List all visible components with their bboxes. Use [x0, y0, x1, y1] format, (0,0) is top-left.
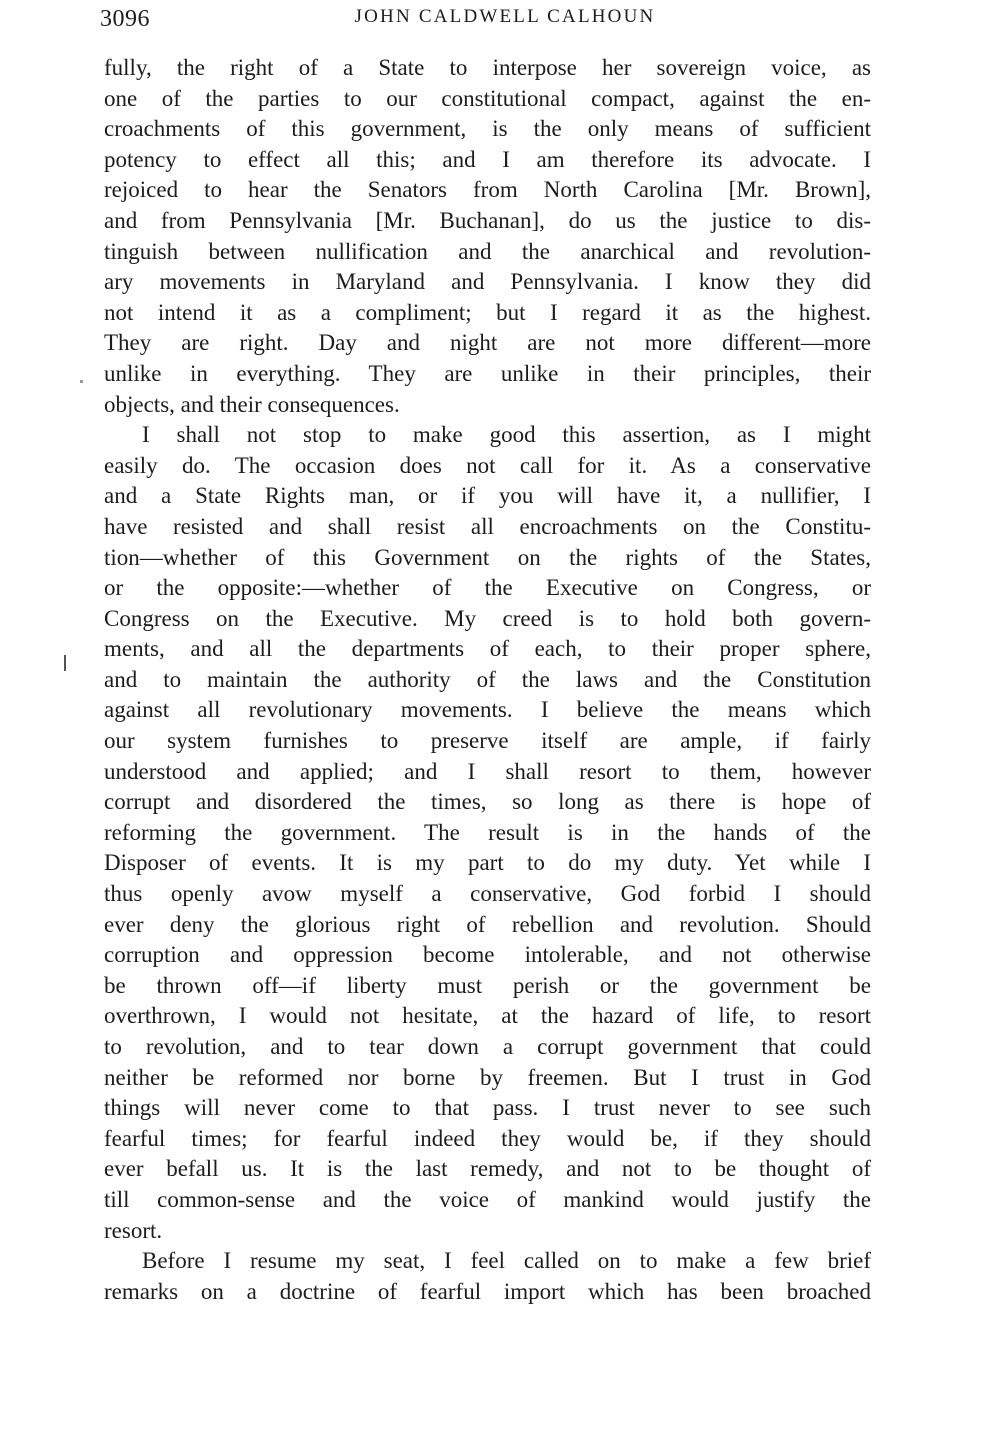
text-line: our system furnishes to preserve itself are ample, if fairly	[104, 728, 871, 754]
text-line: ments, and all the departments of each, to their proper sphere,	[104, 636, 871, 662]
text-line: to revolution, and to tear down a corrupt government that could	[104, 1034, 871, 1059]
text-line: and to maintain the authority of the laws and the Constitution	[104, 666, 871, 692]
text-line: Disposer of events. It is my part to do my duty. Yet while I	[104, 850, 871, 876]
text-line: understood and applied; and I shall resort to them, however	[104, 758, 871, 784]
text-line: be thrown off—if liberty must perish or the government be	[104, 972, 871, 998]
text-line: corruption and oppression become intolerable, and not otherwise	[104, 942, 871, 968]
page-number: 3096	[100, 6, 150, 32]
text-line: unlike in everything. They are unlike in their principles, their	[104, 360, 871, 386]
text-line: against all revolutionary movements. I believe the means which	[104, 697, 871, 723]
text-line: things will never come to that pass. I trust never to see such	[104, 1095, 871, 1121]
text-line: corrupt and disordered the times, so long as there is hope of	[104, 789, 871, 815]
text-line: and a State Rights man, or if you will have it, a nullifier, I	[104, 483, 871, 509]
margin-mark	[64, 655, 66, 671]
text-line: fully, the right of a State to interpose her sovereign voice, as	[104, 55, 871, 80]
text-line: resort.	[104, 1217, 163, 1243]
text-line: ever befall us. It is the last remedy, and not to be thought of	[104, 1156, 871, 1182]
text-line: tion—whether of this Government on the rights of the States,	[104, 544, 871, 570]
text-line: or the opposite:—whether of the Executive on Congress, or	[104, 575, 871, 601]
text-line: rejoiced to hear the Senators from North Carolina [Mr. Brown],	[104, 177, 871, 203]
text-line: ary movements in Maryland and Pennsylvania. I know they did	[104, 269, 871, 295]
text-line: have resisted and shall resist all encroachments on the Constitu-	[104, 513, 871, 539]
text-line: They are right. Day and night are not more different—more	[104, 330, 871, 356]
text-line: I shall not stop to make good this assertion, as I might	[142, 422, 871, 448]
margin-speck	[80, 380, 83, 383]
text-line: potency to effect all this; and I am therefore its advocate. I	[104, 146, 871, 172]
text-line: overthrown, I would not hesitate, at the hazard of life, to resort	[104, 1003, 871, 1029]
text-line: not intend it as a compliment; but I regard it as the highest.	[104, 299, 871, 325]
text-line: objects, and their consequences.	[104, 391, 400, 417]
text-line: fearful times; for fearful indeed they would be, if they should	[104, 1125, 871, 1151]
text-line: tinguish between nullification and the anarchical and revolution-	[104, 238, 871, 264]
text-line: Congress on the Executive. My creed is to hold both govern-	[104, 605, 871, 631]
text-line: till common-sense and the voice of mankind would justify the	[104, 1186, 871, 1212]
text-line: easily do. The occasion does not call for it. As a conservative	[104, 452, 871, 478]
text-line: neither be reformed nor borne by freemen. But I trust in God	[104, 1064, 871, 1090]
text-line: croachments of this government, is the only means of sufficient	[104, 116, 871, 142]
body-text	[104, 53, 871, 1307]
text-line: and from Pennsylvania [Mr. Buchanan], do us the justice to dis-	[104, 207, 871, 233]
text-line: ever deny the glorious right of rebellion and revolution. Should	[104, 911, 871, 937]
text-line: Before I resume my seat, I feel called on to make a few brief	[142, 1248, 871, 1274]
running-head	[0, 6, 1000, 28]
text-line: one of the parties to our constitutional compact, against the en-	[104, 85, 871, 111]
text-line: remarks on a doctrine of fearful import which has been broached	[104, 1278, 871, 1304]
text-line: reforming the government. The result is in the hands of the	[104, 819, 871, 845]
text-line: thus openly avow myself a conservative, God forbid I should	[104, 881, 871, 907]
running-head-text: JOHN CALDWELL CALHOUN	[354, 6, 656, 27]
